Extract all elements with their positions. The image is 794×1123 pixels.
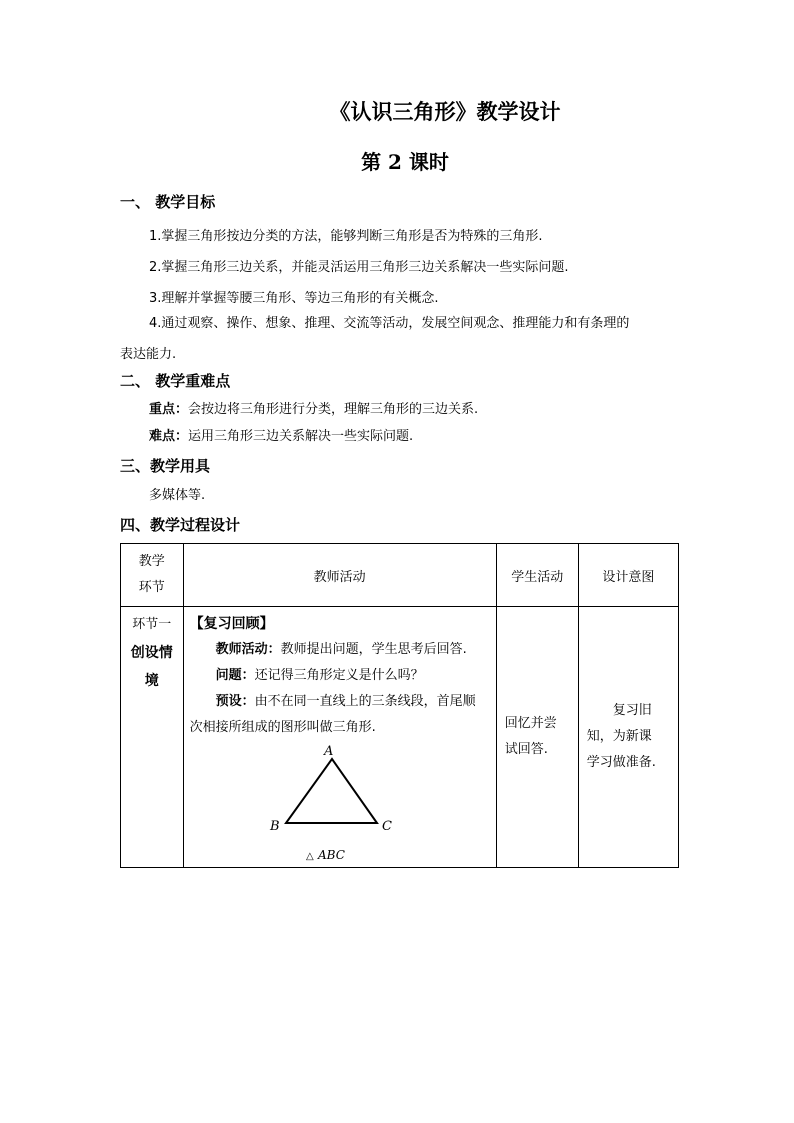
section-heading-objectives: 一、 教学目标 xyxy=(120,193,216,211)
process-table xyxy=(120,543,679,868)
tools-text: 多媒体等. xyxy=(149,488,206,503)
difficulty-label: 难点： xyxy=(149,429,189,444)
table-row xyxy=(121,607,679,868)
triangle-figure xyxy=(190,741,490,867)
vertex-b-label: B xyxy=(269,819,280,834)
triangle-symbol: △ xyxy=(305,851,314,862)
design-intent-cell xyxy=(578,607,678,868)
header-intent: 设计意图 xyxy=(578,544,678,607)
header-stage-line2: 环节 xyxy=(138,580,165,595)
header-stage-line1: 教学 xyxy=(138,554,165,569)
design-intent-line3: 学习做准备. xyxy=(586,755,656,770)
objective-item: 4.通过观察、操作、想象、推理、交流等活动，发展空间观念、推理能力和有条理的 xyxy=(149,316,630,331)
vertex-c-label: C xyxy=(381,819,392,834)
section-heading-key-points: 二、 教学重难点 xyxy=(120,372,231,390)
review-title: 【复习回顾】 xyxy=(189,616,274,632)
preset-line xyxy=(190,689,490,715)
teacher-activity-line xyxy=(190,637,490,663)
triangle-diagram xyxy=(190,741,490,867)
key-point-label: 重点： xyxy=(149,402,189,417)
key-point xyxy=(149,401,478,419)
vertex-a-label: A xyxy=(323,744,333,759)
section-heading-tools: 三、教学用具 xyxy=(120,457,211,475)
difficulty-text: 运用三角形三边关系解决一些实际问题. xyxy=(188,429,414,444)
objective-item-continued: 表达能力. xyxy=(120,347,177,362)
table-header-row xyxy=(121,544,679,607)
teacher-activity-text: 教师提出问题，学生思考后回答. xyxy=(280,642,467,657)
page-title: 《认识三角形》教学设计 xyxy=(329,99,561,124)
triangle-abc-shape xyxy=(286,759,377,823)
question-text: 还记得三角形定义是什么吗？ xyxy=(254,668,424,683)
stage-line1: 环节一 xyxy=(132,617,172,632)
section-heading-process: 四、教学过程设计 xyxy=(120,516,241,534)
objective-item: 3.理解并掌握等腰三角形、等边三角形的有关概念. xyxy=(149,291,439,306)
difficulty-point xyxy=(149,428,413,446)
question-line xyxy=(190,663,490,689)
teacher-activity-label: 教师活动： xyxy=(215,642,281,657)
teacher-activity-cell xyxy=(183,607,496,868)
design-intent-line2: 知，为新课 xyxy=(586,729,652,744)
design-intent-line1: 复习旧 xyxy=(612,703,652,718)
student-activity-line1: 回忆并尝 xyxy=(504,716,557,731)
preset-text: 由不在同一直线上的三条线段，首尾顺 xyxy=(254,694,476,709)
page-subtitle: 第 2 课时 xyxy=(361,150,449,174)
header-teacher: 教师活动 xyxy=(183,544,496,607)
triangle-caption: ABC xyxy=(317,848,345,862)
question-label: 问题： xyxy=(215,668,255,683)
objective-item: 1.掌握三角形按边分类的方法，能够判断三角形是否为特殊的三角形. xyxy=(149,229,543,244)
stage-cell xyxy=(121,607,184,868)
preset-label: 预设： xyxy=(215,694,255,709)
stage-line3: 境 xyxy=(144,673,159,689)
header-stage xyxy=(121,544,184,607)
student-activity-cell xyxy=(496,607,578,868)
stage-line2: 创设情 xyxy=(130,645,173,661)
objective-item: 2.掌握三角形三边关系，并能灵活运用三角形三边关系解决一些实际问题. xyxy=(149,260,569,275)
preset-text-continued: 次相接所组成的图形叫做三角形. xyxy=(189,720,376,735)
key-point-text: 会按边将三角形进行分类，理解三角形的三边关系. xyxy=(188,402,479,417)
header-student: 学生活动 xyxy=(496,544,578,607)
student-activity-line2: 试回答. xyxy=(504,742,548,757)
